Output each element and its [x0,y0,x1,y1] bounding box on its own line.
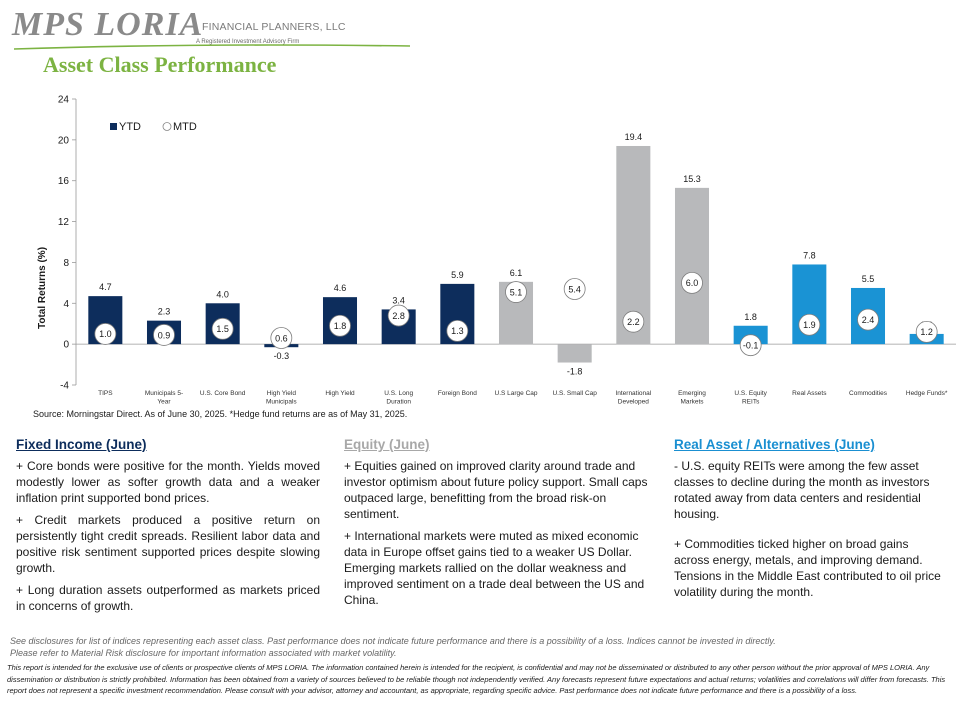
mtd-data-label: 1.8 [333,321,347,332]
mtd-data-label: 1.5 [216,324,229,335]
y-tick-label: 20 [57,135,69,147]
logo-wordmark: MPS LORIA [12,6,204,43]
y-tick-label: 16 [57,176,69,188]
ytd-data-label: 4.0 [216,289,229,300]
mtd-data-label: 1.9 [803,320,816,331]
x-category-label: U.S. Equity [734,390,767,397]
mtd-data-label: 5.1 [509,287,523,298]
mtd-data-label: 1.2 [920,327,933,338]
x-category-label: U.S. Core Bond [199,390,246,397]
x-category-label: Foreign Bond [437,390,477,397]
mtd-data-label: 2.2 [627,316,640,327]
ytd-data-label: 7.8 [803,250,816,261]
ytd-data-label: 3.4 [392,295,405,306]
ytd-data-label: 6.1 [509,267,523,278]
mtd-data-label: 6.0 [685,278,699,289]
x-category-label: Real Assets [792,390,827,397]
x-category-label: Markets [680,398,704,406]
mtd-data-label: 2.4 [861,314,875,325]
ytd-bar [675,188,709,344]
ytd-data-label: 1.8 [744,311,757,322]
x-category-label: Emerging [678,390,706,397]
equity-heading: Equity (June) [344,437,430,452]
x-category-label: U.S. Long [384,390,414,397]
legal-disclaimer: This report is intended for the exclusive use of clients or prospective clients of MPS LORIA. The information contained herein is intended for the recipient, is confidential and may not be disseminated or distributed to any other person without the prior approval of MPS LORIA. Any dissemination or distribution is strictly prohibited. Information has been obtained from a variety of sources believed to be reliable though not independently verified. Any forecasts represent future expectations and actual returns; volatilities and correlations will differ from forecasts. This report does not represent a specific investment recommendation. Please consult with your advisor, attorney and accountant, as appropriate, regarding specific advice. Past performance does not indicate future performance and there is a possibility of a loss. [7,663,946,695]
page-title: Asset Class Performance [43,52,277,77]
disclosure-note [10,635,950,659]
ytd-data-label: 4.7 [99,282,112,293]
fixed-income-point: + Long duration assets outperformed as markets priced in concerns of growth. [16,583,320,613]
x-category-label: Municipals [265,398,297,406]
disclosure-line: Please refer to Material Risk disclosure for important information associated with market volatility. [10,648,397,658]
logo-subtitle: FINANCIAL PLANNERS, LLC [202,21,346,33]
ytd-data-label: 5.5 [861,273,875,284]
x-category-label: Commodities [849,390,887,397]
equity-point: + Equities gained on improved clarity around trade and investor optimism about future policy support. Small caps outpaced large, benefitting from the broad risk-on sentiment. [344,459,648,521]
x-category-label: High Yield [266,390,296,397]
equity-commentary [344,437,648,614]
legend-ytd-label: YTD [119,121,141,133]
ytd-data-label: 5.9 [451,269,464,280]
legend-mtd-marker [163,123,171,131]
chart-legend [110,121,197,133]
x-category-label: International [615,390,652,397]
y-tick-label: 8 [63,257,69,269]
logo-tagline: A Registered Investment Advisory Firm [196,39,300,45]
x-category-label: High Yield [325,390,355,397]
x-category-label: REITs [741,398,760,406]
legend-ytd-swatch [110,123,117,130]
real-assets-commentary [674,437,946,606]
mtd-data-label: 5.4 [568,284,581,295]
mtd-data-label: 2.8 [392,310,405,321]
x-category-label: Duration [386,398,411,406]
mtd-data-label: 0.6 [275,333,288,344]
y-tick-label: 24 [57,94,69,106]
y-tick-label: 12 [57,217,69,229]
ytd-bar [558,344,592,362]
mtd-data-label: 1.0 [99,329,112,340]
asset-class-bar-chart [0,88,960,418]
legend-mtd-label: MTD [173,121,197,133]
x-category-label: Year [157,398,171,406]
disclosure-line: See disclosures for list of indices representing each asset class. Past performance does not indicate future performance and there is a possibility of a loss. Indices cannot be invested in directly. [10,636,776,646]
x-category-label: U.S Large Cap [494,390,538,397]
ytd-data-label: 15.3 [683,173,701,184]
x-category-label: TIPS [98,390,113,397]
chart-source-note: Source: Morningstar Direct. As of June 30, 2025. *Hedge fund returns are as of May 31, 2025. [33,409,408,419]
real-assets-heading: Real Asset / Alternatives (June) [674,437,875,452]
ytd-data-label: 19.4 [624,131,643,142]
fixed-income-point: + Credit markets produced a positive return on persistently tight credit spreads. Resilient labor data and positive risk sentiment supported prices despite slowing growth. [16,513,320,575]
ytd-data-label: -0.3 [273,351,290,362]
ytd-data-label: 2.3 [157,306,171,317]
x-category-label: Hedge Funds* [905,390,948,397]
y-tick-label: -4 [60,380,69,392]
ytd-data-label: -1.8 [566,366,583,377]
x-category-label: U.S. Small Cap [552,390,597,397]
mtd-data-label: 0.9 [157,330,171,341]
real-assets-point: - U.S. equity REITs were among the few asset classes to decline during the month as investors rotated away from data centers and residential housing. [674,459,930,521]
fixed-income-commentary [16,437,320,620]
x-category-label: Developed [617,398,649,406]
mtd-data-label: -0.1 [742,340,759,351]
fixed-income-heading: Fixed Income (June) [16,437,147,452]
equity-point: + International markets were muted as mixed economic data in Europe offset gains tied to a weaker US Dollar. Emerging markets rallied on the dollar weakness and improved sentiment on a trade deal between the US and China. [344,529,645,607]
ytd-data-label: 4.6 [333,283,347,294]
y-axis-label: Total Returns (%) [37,246,48,330]
x-category-label: Municipals 5- [144,390,184,397]
y-tick-label: 4 [63,298,69,310]
y-tick-label: 0 [63,339,69,351]
real-assets-point: + Commodities ticked higher on broad gains across energy, metals, and improving demand. Tensions in the Middle East contributed to oil price volatility during the month. [674,537,941,599]
logo-swoosh-graphic [14,44,410,50]
mtd-data-label: 1.3 [451,326,464,337]
company-logo [12,8,412,50]
fixed-income-point: + Core bonds were positive for the month. Yields moved modestly lower as softer growth data and a weaker inflation print supported bond prices. [16,459,320,505]
